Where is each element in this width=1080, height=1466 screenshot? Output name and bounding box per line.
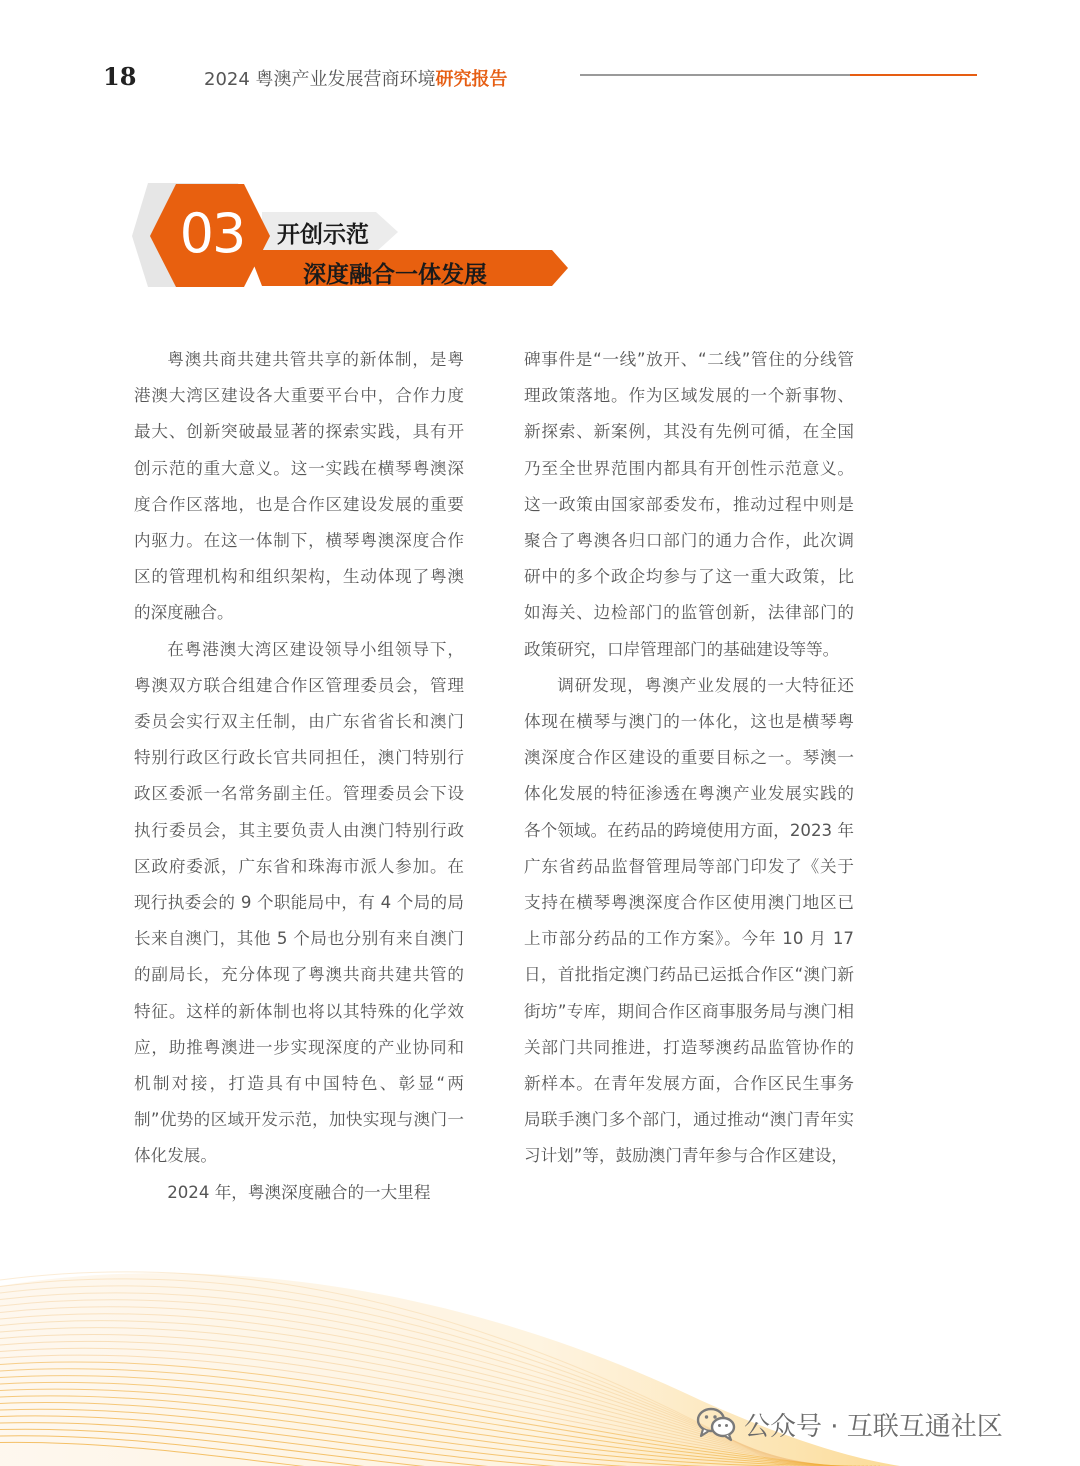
paragraph: 粤澳共商共建共管共享的新体制，是粤港澳大湾区建设各大重要平台中，合作力度最大、创新突破最显著的探索实践，具有开创示范的重大意义。这一实践在横琴粤澳深度合作区落地，也是合作区建设发展的重要内驱力。在这一体制下，横琴粤澳深度合作区的管理机构和组织架构，生动体现了粤澳的深度融合。 <box>134 350 464 623</box>
section-title-line1: 开创示范 <box>277 222 369 248</box>
page-number: 18 <box>103 62 137 91</box>
report-title-accent: 研究报告 <box>435 69 508 90</box>
paragraph: 在粤港澳大湾区建设领导小组领导下，粤澳双方联合组建合作区管理委员会，管理委员会实行双主任制，由广东省省长和澳门特别行政区行政长官共同担任，澳门特别行政区委派一名常务副主任。管理委员会下设执行委员会，其主要负责人由澳门特别行政区政府委派，广东省和珠海市派人参加。在现行执委会的 9 个职能局中，有 4 个局的局长来自澳门，其他 5 个局也分别有来自澳门的副局长，充分体现了粤澳共商共建共管的特征。这样的新体制也将以其特殊的化学效应，助推粤澳进一步实现深度的产业协同和机制对接，打造具有中国特色、彰显“两制”优势的区域开发示范，加快实现与澳门一体化发展。 <box>134 639 464 1166</box>
body-left-column <box>134 342 464 1211</box>
watermark-text: 公众号 · 互联互通社区 <box>744 1411 1003 1442</box>
report-title-main: 2024 粤澳产业发展营商环境 <box>204 69 436 90</box>
watermark <box>696 1404 1003 1444</box>
section-badge <box>0 0 1080 320</box>
body-right-column <box>524 342 854 1175</box>
wechat-icon <box>696 1406 736 1442</box>
paragraph: 碑事件是“一线”放开、“二线”管住的分线管理政策落地。作为区域发展的一个新事物、新探索、新案例，其没有先例可循，在全国乃至全世界范围内都具有开创性示范意义。这一政策由国家部委发布，推动过程中则是聚合了粤澳各归口部门的通力合作，此次调研中的多个政企均参与了这一重大政策，比如海关、边检部门的监管创新，法律部门的政策研究，口岸管理部门的基础建设等等。 <box>524 350 854 659</box>
section-title-line2: 深度融合一体发展 <box>303 262 487 288</box>
section-badge-shape <box>0 0 1080 320</box>
section-number: 03 <box>179 202 245 265</box>
paragraph: 调研发现，粤澳产业发展的一大特征还体现在横琴与澳门的一体化，这也是横琴粤澳深度合作区建设的重要目标之一。琴澳一体化发展的特征渗透在粤澳产业发展实践的各个领域。在药品的跨境使用方面，2023 年广东省药品监督管理局等部门印发了《关于支持在横琴粤澳深度合作区使用澳门地区已上市部分药品的工作方案》。今年 10 月 17 日，首批指定澳门药品已运抵合作区“澳门新街坊”专库，期间合作区商事服务局与澳门相关部门共同推进，打造琴澳药品监管协作的新样本。在青年发展方面，合作区民生事务局联手澳门多个部门，通过推动“澳门青年实习计划”等，鼓励澳门青年参与合作区建设， <box>524 675 854 1166</box>
paragraph: 2024 年，粤澳深度融合的一大里程 <box>167 1182 431 1202</box>
